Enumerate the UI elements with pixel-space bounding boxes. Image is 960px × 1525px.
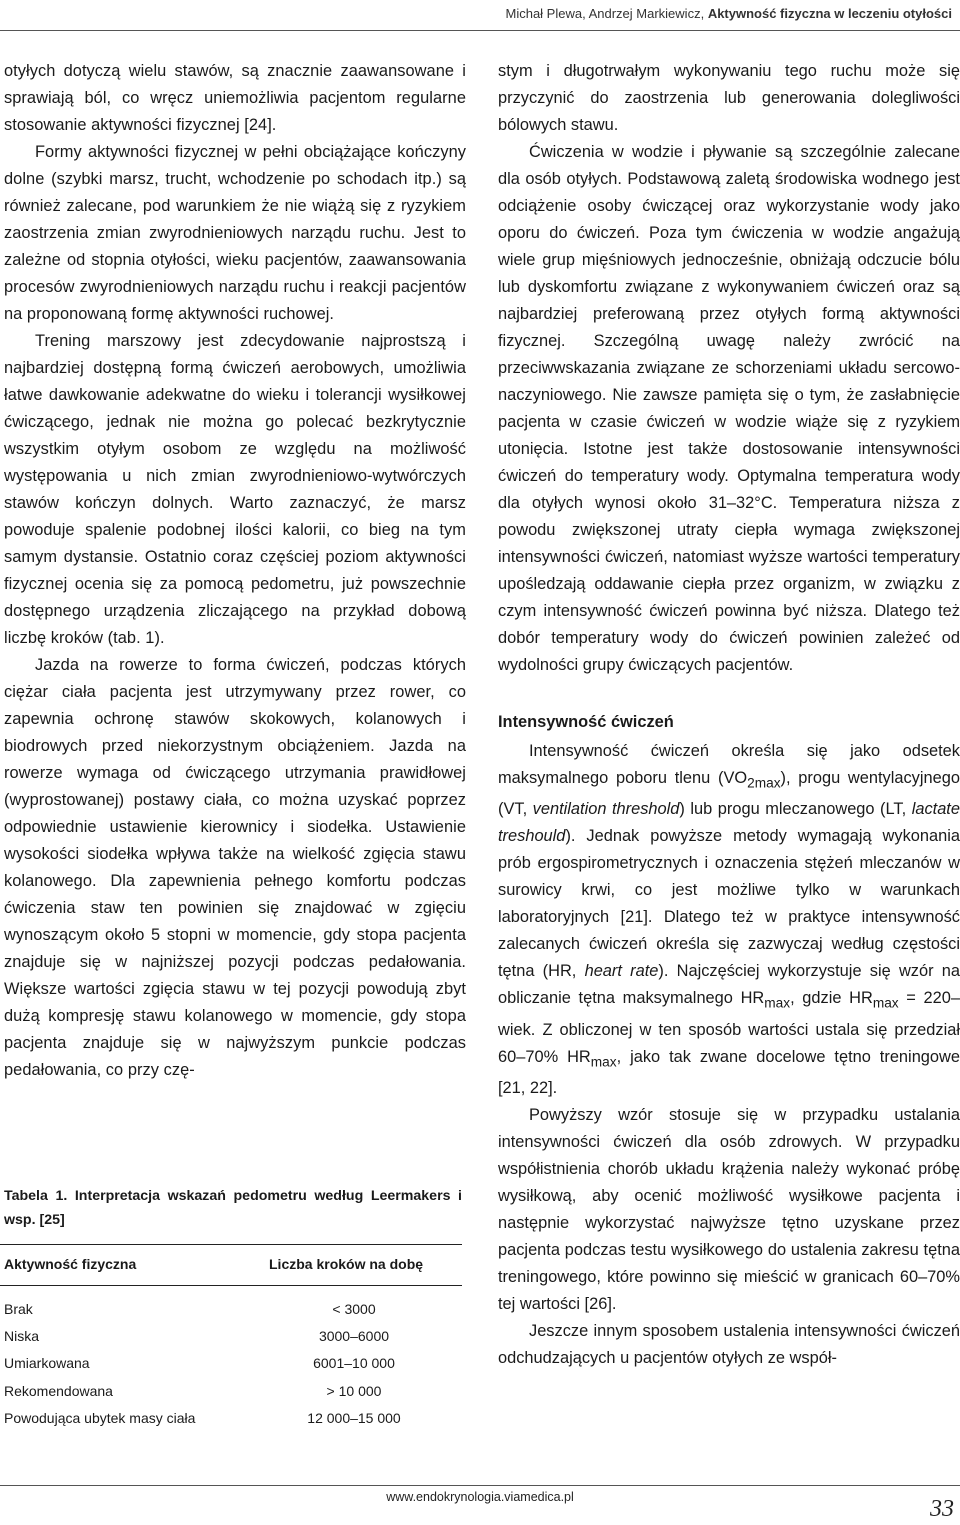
table-body — [4, 1298, 462, 1434]
body-paragraph: Powyższy wzór stosuje się w przypadku ustalania intensywności ćwiczeń dla osób zdrowych. W przypadku współistnienia chorób układu krążenia należy wykonać próbę wysiłkową, aby ocenić możliwość wysiłkowe pacjenta i następnie wykorzystać najwyższe tętno uzyskane przez pacjenta podczas testu wysiłkowego do ustalenia zakresu tętna treningowego, które powinno się mieścić w granicach 60–70% tej wartości [26]. — [498, 1105, 960, 1313]
body-paragraph-intensity: Intensywność ćwiczeń określa się jako odsetek maksymalnego poboru tlenu $(VO_{2max})$, progu wentylacyjnego (VT, ventilation threshold) lub progu mleczanowego (LT, lactate treshould). Jednak powyższe metody wymagają wykonania prób ergospirometrycznych i oznaczenia stężeń mleczanów w surowicy krwi, co jest możliwe tylko w warunkach laboratoryjnych [21]. Dlatego też w praktyce intensywność zalecanych ćwiczeń określa się zazwyczaj według częstości tętna (HR, heart rate). Najczęściej wykorzystuje się wzór na obliczanie tętna maksymalnego $HR_{max}$, gdzie $HR_{max}$ = 220–wiek. Z obliczonej w ten sposób wartości ustala się przedział 60–70% $HR_{max}$, jako tak zwane docelowe tętno treningowe [21, 22]. — [498, 742, 960, 1097]
right-column — [498, 58, 960, 1372]
body-paragraph: Jeszcze innym sposobem ustalenia intensywności ćwiczeń odchudzających u pacjentów otyłych ze współ- — [498, 1321, 960, 1367]
table-cell-steps: 12 000–15 000 — [307, 1409, 401, 1426]
body-paragraph: Formy aktywności fizycznej w pełni obciążające kończyny dolne (szybki marsz, trucht, wchodzenie po schodach itp.) są również zalecane, pod warunkiem że nie wiążą się z ryzykiem zaostrzenia zmian zwyrodnieniowych narządu ruchu. Jest to zależne od stopnia otyłości, wieku pacjentów, zaawansowania procesów zwyrodnieniowych narządu ruchu i reakcji pacjentów na proponowaną formę aktywności ruchowej. — [4, 143, 466, 323]
table-row — [4, 1352, 462, 1379]
table-cell-steps: 6001–10 000 — [313, 1355, 395, 1372]
table-cell-steps: 3000–6000 — [318, 1328, 390, 1345]
table-row — [4, 1380, 462, 1407]
running-head — [506, 6, 953, 21]
footer-url: www.endokrynologia.viamedica.pl — [386, 1490, 574, 1504]
table-cell-steps: > 10 000 — [326, 1382, 382, 1399]
footer-rule — [0, 1485, 960, 1486]
left-column — [4, 58, 466, 1084]
body-paragraph: Jazda na rowerze to forma ćwiczeń, podczas których ciężar ciała pacjenta jest utrzymywany przez rower, co zapewnia ochronę stawów skokowych, kolanowych i biodrowych przed niekorzystnym obciążeniem. Jazda na rowerze wymaga od ćwiczącego utrzymania prawidłowej (wyprostowanej) postawy ciała, co można uzyskać poprzez odpowiednie ustawienie kierownicy i siodełka. Ustawienie wysokości siodełka wpływa także na wielkość zgięcia stawu kolanowego. Dla zapewnienia pełnego komfortu podczas ćwiczenia staw ten powinien się znajdować w zgięciu wynoszącym około 5 stopni w momencie, gdy stopa pacjenta znajduje się w najniższej pozycji podczas pedałowania. Większe wartości zgięcia stawu w tej pozycji powodują zbyt dużą kompresję stawu kolanowego w momencie, gdy stopa pacjenta znajduje się w najwyższym punkcie podczas pedałowania, co przy czę- — [4, 656, 466, 1079]
section-heading: Intensywność ćwiczeń — [498, 713, 674, 731]
body-paragraph: Trening marszowy jest zdecydowanie najprostszą i najbardziej dostępną formą ćwiczeń aerobowych, umożliwia łatwe dawkowanie adekwatne do wieku i tolerancji wysiłkowej ćwiczącego, jednak nie można go polecać bezkrytycznie wszystkim otyłym osobom ze względu na możliwość występowania u nich zmian zwyrodnieniowo-wytwórczych stawów kończyn dolnych. Warto zaznaczyć, że marsz powoduje spalenie podobnej ilości kalorii, co bieg na tym samym dystansie. Ostatnio coraz częściej poziom aktywności fizycznej ocenia się za pomocą pedometru, już powszechnie dostępnego urządzenia zliczającego na przykład dobową liczbę kroków (tab. 1). — [4, 332, 466, 647]
table-cell-activity: Niska — [4, 1328, 40, 1345]
section-spacer — [498, 679, 960, 709]
page-number: 33 — [930, 1496, 954, 1522]
running-head-title: Aktywność fizyczna w leczeniu otyłości — [707, 6, 952, 21]
table-caption: Tabela 1. Interpretacja wskazań pedometru według Leermakers i wsp. [25] — [4, 1188, 462, 1228]
body-paragraph: Ćwiczenia w wodzie i pływanie są szczególnie zalecane dla osób otyłych. Podstawową zaletą środowiska wodnego jest odciążenie osoby ćwiczącej oraz wykorzystanie wody jako oporu do ćwiczeń. Poza tym ćwiczenia w wodzie angażują wiele grup mięśniowych jednocześnie, obniżają odczucie bólu lub dyskomfortu związane z wykonywaniem ćwiczeń oraz są najbardziej preferowaną przez otyłych formą aktywności fizycznej. Szczególną uwagę należy zwrócić na przeciwwskazania związane ze schorzeniami układu sercowo-naczyniowego. Nie zawsze pamięta się o tym, że zasłabnięcie pacjenta w czasie ćwiczeń w wodzie wiąże się z ryzykiem utonięcia. Istotne jest także dostosowanie intensywności ćwiczeń do temperatury wody. Optymalna temperatura wody dla otyłych wynosi około 31–32°C. Temperatura niższa z powodu zwiększonej utraty ciepła wymaga zwiększonej intensywności ćwiczeń, natomiast wyższe wartości temperatury upośledzają oddawanie ciepła przez organizm, w związku z czym intensywność ćwiczeń powinna być niższa. Dlatego też dobór temperatury wody do ćwiczeń powinien zależeć od wydolności grupy ćwiczących pacjentów. — [498, 143, 960, 674]
table-cell-steps: < 3000 — [332, 1301, 376, 1317]
table-top-rule — [0, 1244, 462, 1245]
body-paragraph: otyłych dotyczą wielu stawów, są znacznie zaawansowane i sprawiają ból, co wręcz uniemożliwia pacjentom regularne stosowanie aktywności fizycznej [24]. — [4, 62, 466, 134]
header-rule — [0, 30, 960, 31]
table-row — [4, 1407, 462, 1434]
table-header-activity: Aktywność fizyczna — [4, 1256, 137, 1272]
table-header-rule — [0, 1285, 462, 1286]
table-cell-activity: Brak — [4, 1301, 33, 1317]
table-cell-activity: Powodująca ubytek masy ciała — [4, 1409, 196, 1426]
table-header-steps: Liczba kroków na dobę — [269, 1256, 424, 1272]
table-row — [4, 1298, 462, 1325]
body-paragraph: stym i długotrwałym wykonywaniu tego ruchu może się przyczynić do zaostrzenia lub generowania dolegliwości bólowych stawu. — [498, 62, 960, 134]
table-row — [4, 1325, 462, 1352]
running-head-authors: Michał Plewa, Andrzej Markiewicz, — [505, 6, 705, 21]
table-cell-activity: Umiarkowana — [4, 1355, 90, 1372]
table-cell-activity: Rekomendowana — [4, 1382, 113, 1399]
